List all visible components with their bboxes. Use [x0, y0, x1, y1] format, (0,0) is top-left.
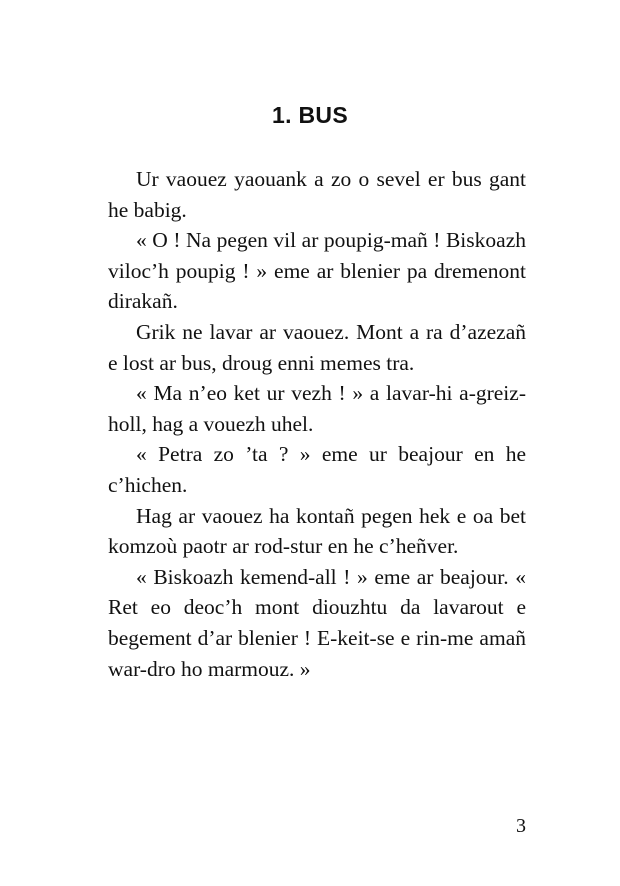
paragraph: Grik ne lavar ar vaouez. Mont a ra d’azezañ e lost ar bus, droug enni memes tra.	[108, 319, 526, 375]
chapter-title: 1. BUS	[272, 102, 348, 128]
paragraph: « Biskoazh kemend-all ! » eme ar beajour. « Ret eo deoc’h mont diouzhtu da lavarout e begement d’ar blenier ! E-keit-se e rin-me amañ war-dro ho marmouz. »	[108, 564, 526, 681]
paragraph: « Petra zo ’ta ? » eme ur beajour en he c’hichen.	[108, 442, 526, 497]
chapter-body	[108, 164, 526, 684]
paragraph: Ur vaouez yaouank a zo o sevel er bus gant he babig.	[108, 167, 526, 222]
page-number: 3	[516, 815, 526, 837]
paragraph: Hag ar vaouez ha kontañ pegen hek e oa bet komzoù paotr ar rod-stur en he c’heñver.	[108, 503, 526, 559]
paragraph: « Ma n’eo ket ur vezh ! » a lavar-hi a-greizholl, hag a vouezh uhel.	[108, 381, 526, 436]
paragraph: « O ! Na pegen vil ar poupig-mañ ! Biskoazh viloc’h poupig ! » eme ar blenier pa dremenont dirakañ.	[108, 228, 526, 314]
